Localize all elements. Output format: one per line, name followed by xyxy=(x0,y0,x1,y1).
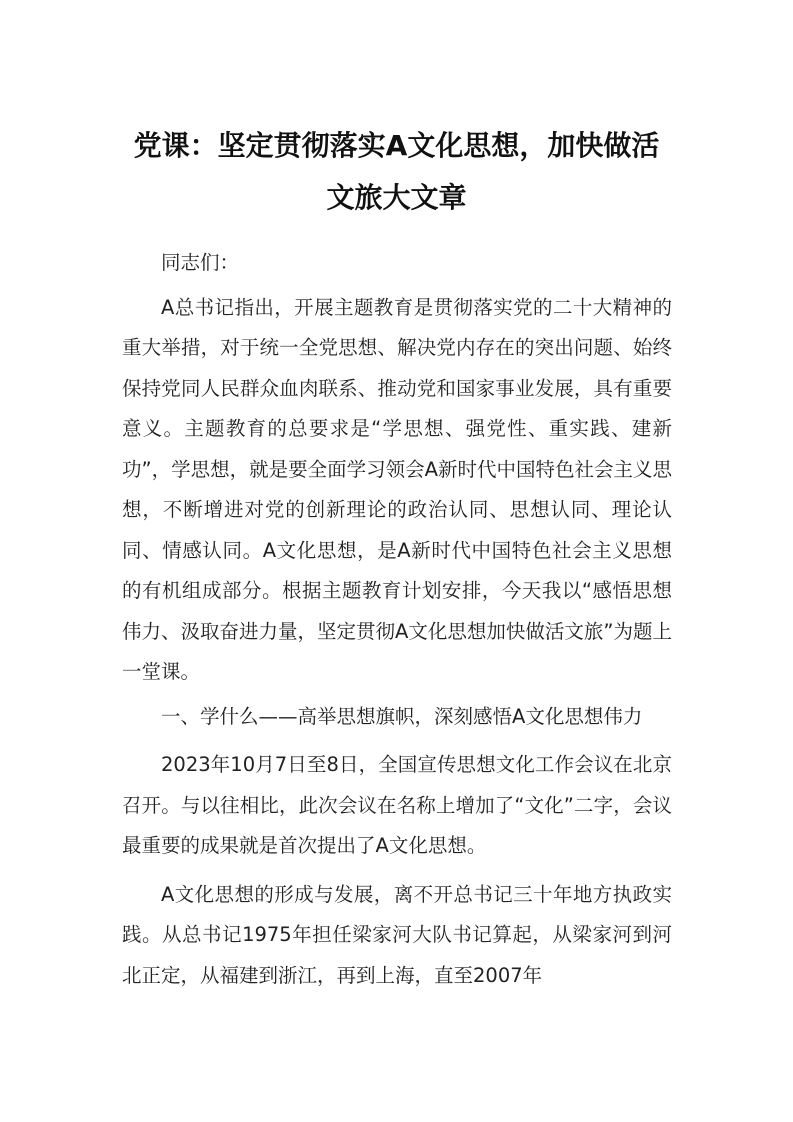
paragraph-conference: 2023年10月7日至8日，全国宣传思想文化工作会议在北京召开。与以往相比，此次会议在名称上增加了“文化”二字，会议最重要的成果就是首次提出了A文化思想。 xyxy=(122,753,672,857)
title-line-1: 党课：坚定贯彻落实A文化思想，加快做活 xyxy=(133,129,660,162)
paragraph-formation: A文化思想的形成与发展，离不开总书记三十年地方执政实践。从总书记1975年担任梁家河大队书记算起，从梁家河到河北正定，从福建到浙江，再到上海，直至2007年 xyxy=(122,882,672,987)
document-body xyxy=(122,243,672,996)
paragraph-intro: A总书记指出，开展主题教育是贯彻落实党的二十大精神的重大举措，对于统一全党思想、解决党内存在的突出问题、始终保持党同人民群众血肉联系、推动党和国家事业发展，具有重要意义。主题教育的总要求是“学思想、强党性、重实践、建新功”，学思想，就是要全面学习领会A新时代中国特色社会主义思想，不断增进对党的创新理论的政治认同、思想认同、理论认同、情感认同。A文化思想，是A新时代中国特色社会主义思想的有机组成部分。根据主题教育计划安排，今天我以“感悟思想伟力、汲取奋进力量，坚定贯彻A文化思想加快做活文旅”为题上一堂课。 xyxy=(122,295,672,683)
salutation: 同志们： xyxy=(161,251,240,274)
section-heading-1: 一、学什么——高举思想旗帜，深刻感悟A文化思想伟力 xyxy=(161,704,643,728)
title-line-2: 文旅大文章 xyxy=(326,181,467,214)
document-title xyxy=(100,120,693,224)
